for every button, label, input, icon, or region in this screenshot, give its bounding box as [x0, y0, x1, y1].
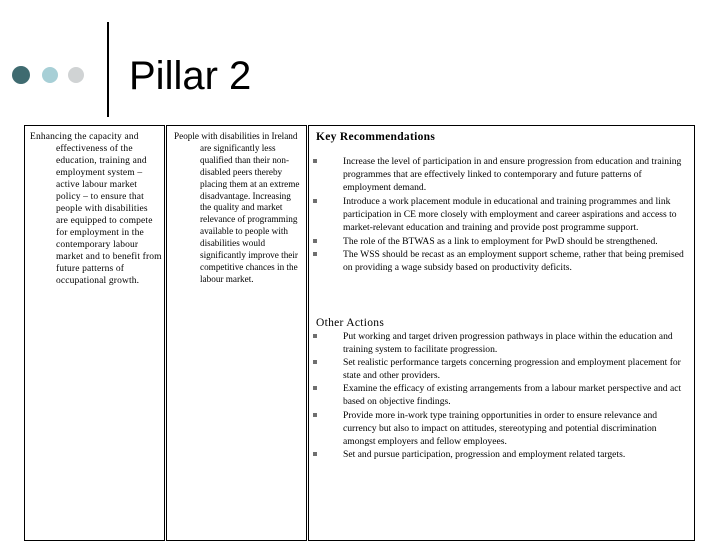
- other-actions-heading: Other Actions: [316, 317, 385, 329]
- bullet-icon: [313, 199, 317, 203]
- list-item: [312, 448, 684, 461]
- bullet-icon: [313, 360, 317, 364]
- bullet-icon: [313, 452, 317, 456]
- list-item-text: Examine the efficacy of existing arrangements from a labour market perspective and act based on objective findings.: [343, 383, 682, 408]
- title-divider: [107, 22, 109, 117]
- bullet-icon: [313, 334, 317, 338]
- pillar-rationale: [174, 131, 302, 286]
- list-item-text: Set and pursue participation, progression and employment related targets.: [343, 448, 626, 460]
- bullet-icon: [313, 413, 317, 417]
- page-title: Pillar 2: [129, 54, 252, 98]
- list-item-text: The role of the BTWAS as a link to employment for PwD should be strengthened.: [343, 235, 658, 247]
- key-recommendations-heading: Key Recommendations: [316, 131, 436, 143]
- pillar-description: [30, 131, 162, 287]
- list-item: [312, 195, 684, 234]
- key-recommendations-list: [312, 155, 684, 274]
- list-item-text: Introduce a work placement module in educational and training programmes and link participation in CE more closely with employment and career aspirations and access to market-relevant education and training and provide post programme support.: [343, 195, 677, 233]
- decorative-dot-dark: [12, 66, 30, 84]
- list-item-text: The WSS should be recast as an employment support scheme, rather that being premised on providing a wage subsidy based on productivity deficits.: [343, 249, 684, 274]
- decorative-dot-grey: [68, 67, 84, 83]
- pillar-rationale-text: People with disabilities in Ireland are significantly less qualified than their non-disabled peers thereby placing them at an extreme disadvantage. Increasing the quality and market relevance of programming available to people with disabilities would significantly improve their competitive chances in the labour market.: [174, 131, 300, 284]
- list-item: [312, 382, 684, 408]
- bullet-icon: [313, 239, 317, 243]
- list-item: [312, 356, 684, 382]
- list-item: [312, 248, 684, 274]
- list-item: [312, 155, 684, 194]
- bullet-icon: [313, 386, 317, 390]
- list-item-text: Increase the level of participation in and ensure progression from education and training programmes that are effectively linked to contemporary and future patterns of employment demand.: [343, 156, 682, 194]
- list-item-text: Provide more in-work type training opportunities in order to ensure relevance and currency but also to impact on attitudes, stereotyping and potential discrimination amongst employers and fellow employees.: [343, 409, 658, 447]
- decorative-dot-light: [42, 67, 58, 83]
- pillar-description-text: Enhancing the capacity and effectiveness of the education, training and employment system – active labour market policy – to ensure that people with disabilities are equipped to compete for employment in the contemporary labour market and to benefit from future patterns of occupational growth.: [30, 132, 162, 286]
- list-item: [312, 330, 684, 356]
- list-item: [312, 235, 684, 248]
- list-item-text: Set realistic performance targets concerning progression and employment placement for state and other providers.: [343, 357, 681, 382]
- list-item: [312, 409, 684, 448]
- bullet-icon: [313, 252, 317, 256]
- other-actions-list: [312, 330, 684, 461]
- bullet-icon: [313, 159, 317, 163]
- list-item-text: Put working and target driven progression pathways in place within the education and training system to facilitate progression.: [343, 331, 673, 356]
